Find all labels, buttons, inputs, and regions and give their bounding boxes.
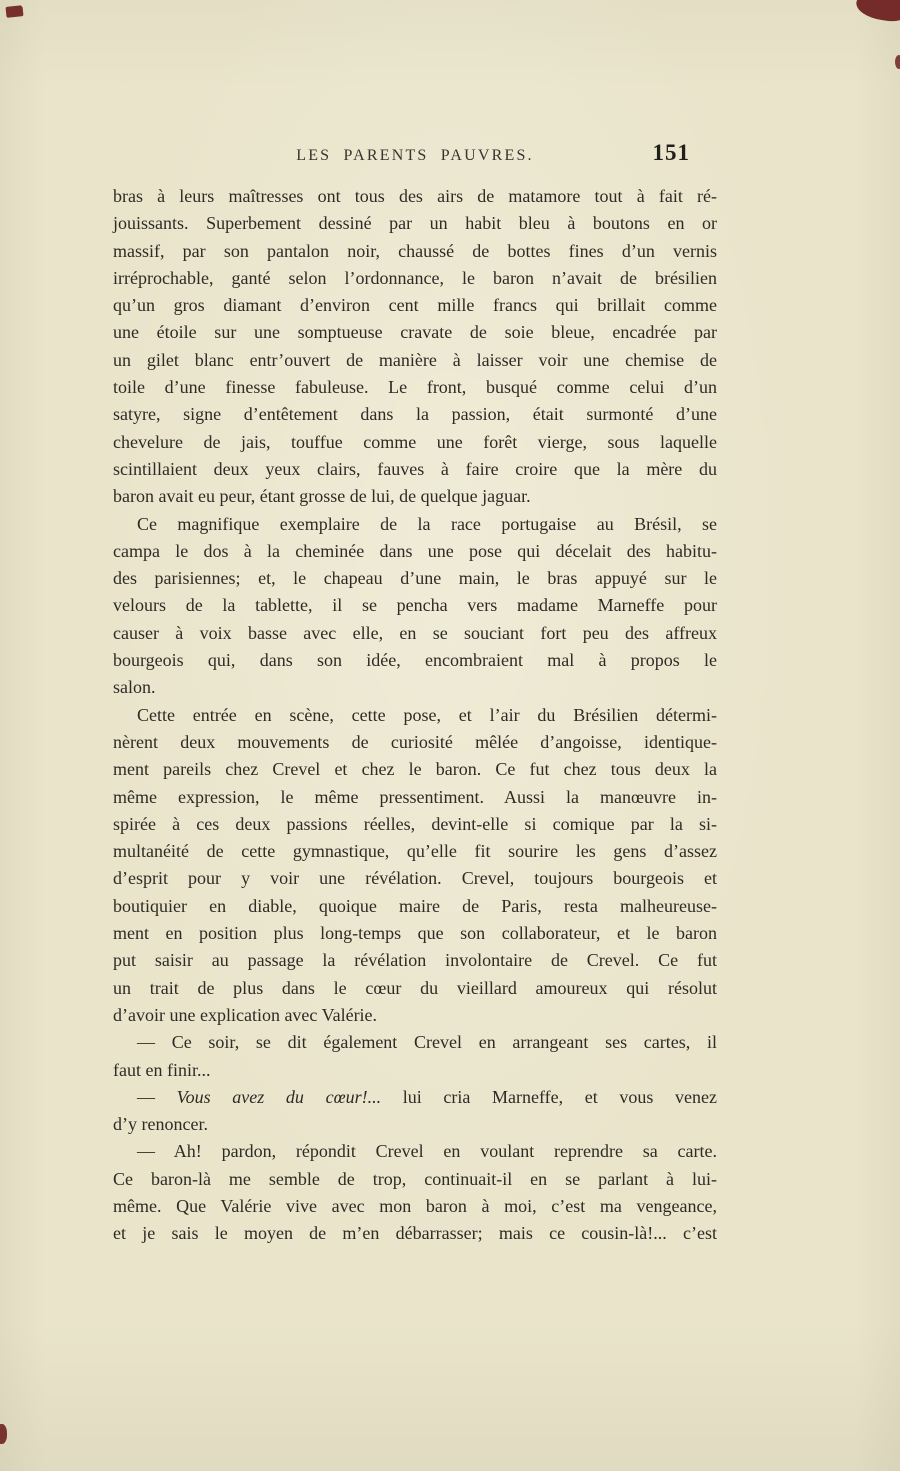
- text-segment: causer à voix basse avec elle, en se souciant fort peu des affreux: [113, 622, 717, 643]
- text-line: [113, 210, 717, 237]
- text-segment: bourgeois qui, dans son idée, encombraient mal à propos le: [113, 650, 717, 671]
- text-segment: et je sais le moyen de m’en débarrasser; mais ce cousin-là!... c’est: [113, 1223, 717, 1244]
- text-segment: boutiquier en diable, quoique maire de Paris, resta malheureuse-: [113, 895, 717, 916]
- text-line: [113, 265, 717, 292]
- text-segment: d’avoir une explication avec Valérie.: [113, 1004, 378, 1025]
- text-line: [113, 620, 717, 647]
- text-line: [113, 920, 717, 947]
- body-text: [113, 183, 717, 1248]
- text-segment: lui cria Marneffe, et vous venez: [381, 1086, 718, 1107]
- text-line: [113, 238, 717, 265]
- text-segment: multanéité de cette gymnastique, qu’elle fit sourire les gens d’assez: [113, 841, 717, 862]
- page-number: 151: [652, 140, 690, 165]
- text-segment: ment en position plus long-temps que son collaborateur, et le baron: [113, 923, 717, 944]
- ink-stain-top-right: [854, 0, 900, 23]
- text-segment: nèrent deux mouvements de curiosité mêlée d’angoisse, identique-: [113, 731, 717, 752]
- text-line: [113, 483, 717, 510]
- text-line: [113, 429, 717, 456]
- paragraph: [113, 702, 717, 1030]
- ink-stain-top-left: [5, 5, 23, 18]
- paragraph: [113, 1084, 717, 1139]
- text-segment: ment pareils chez Crevel et chez le baron. Ce fut chez tous deux la: [113, 759, 717, 780]
- text-line: [113, 592, 717, 619]
- text-segment: Ce magnifique exemplaire de la race portugaise au Brésil, se: [137, 513, 717, 534]
- text-segment: d’esprit pour y voir une révélation. Crevel, toujours bourgeois et: [113, 868, 717, 889]
- text-segment: put saisir au passage la révélation involontaire de Crevel. Ce fut: [113, 950, 717, 971]
- text-line: [113, 1084, 717, 1111]
- text-segment: même expression, le même pressentiment. Aussi la manœuvre in-: [113, 786, 717, 807]
- text-segment: chevelure de jais, touffue comme une forêt vierge, sous laquelle: [113, 431, 717, 452]
- text-line: [113, 756, 717, 783]
- text-line: [113, 702, 717, 729]
- text-line: [113, 865, 717, 892]
- text-segment: d’y renoncer.: [113, 1114, 208, 1135]
- text-line: [113, 674, 717, 701]
- text-segment: campa le dos à la cheminée dans une pose qui décelait des habitu-: [113, 540, 717, 561]
- text-line: [113, 893, 717, 920]
- text-line: [113, 729, 717, 756]
- text-segment: une étoile sur une somptueuse cravate de soie bleue, encadrée par: [113, 322, 717, 343]
- text-segment: toile d’une finesse fabuleuse. Le front, busqué comme celui d’un: [113, 377, 717, 398]
- ink-stain-bottom-left: [0, 1424, 7, 1444]
- text-segment: bras à leurs maîtresses ont tous des airs de matamore tout à fait ré-: [113, 186, 717, 206]
- text-segment: — Ce soir, se dit également Crevel en arrangeant ses cartes, il: [137, 1032, 717, 1053]
- text-line: [113, 292, 717, 319]
- text-line: [113, 975, 717, 1002]
- text-line: [113, 947, 717, 974]
- text-line: [113, 538, 717, 565]
- text-line: [113, 401, 717, 428]
- text-segment: —: [137, 1086, 177, 1107]
- text-segment: spirée à ces deux passions réelles, devint-elle si comique par la si-: [113, 813, 717, 834]
- ink-stain-right-edge: [895, 55, 900, 69]
- text-segment: Ce baron-là me semble de trop, continuait-il en se parlant à lui-: [113, 1168, 717, 1189]
- running-title: LES PARENTS PAUVRES.: [296, 147, 534, 164]
- text-segment: un gilet blanc entr’ouvert de manière à laisser voir une chemise de: [113, 349, 717, 370]
- text-segment: — Ah! pardon, répondit Crevel en voulant reprendre sa carte.: [137, 1141, 717, 1162]
- text-line: [113, 1193, 717, 1220]
- text-line: [113, 1057, 717, 1084]
- text-line: [113, 811, 717, 838]
- paragraph: [113, 1138, 717, 1247]
- text-line: [113, 1138, 717, 1165]
- text-line: [113, 319, 717, 346]
- text-segment: même. Que Valérie vive avec mon baron à moi, c’est ma vengeance,: [113, 1195, 717, 1216]
- text-segment: jouissants. Superbement dessiné par un habit bleu à boutons en or: [113, 213, 717, 234]
- text-segment: irréprochable, ganté selon l’ordonnance, le baron n’avait de brésilien: [113, 267, 717, 288]
- text-segment: velours de la tablette, il se pencha vers madame Marneffe pour: [113, 595, 717, 616]
- text-segment: salon.: [113, 677, 156, 698]
- text-line: [113, 456, 717, 483]
- text-segment: Cette entrée en scène, cette pose, et l’air du Brésilien détermi-: [137, 704, 717, 725]
- italic-text-segment: Vous avez du cœur!...: [176, 1086, 382, 1107]
- text-segment: des parisiennes; et, le chapeau d’une main, le bras appuyé sur le: [113, 568, 717, 589]
- paragraph: [113, 1029, 717, 1084]
- text-segment: baron avait eu peur, étant grosse de lui, de quelque jaguar.: [113, 486, 531, 507]
- text-line: [113, 838, 717, 865]
- text-line: [113, 374, 717, 401]
- text-segment: faut en finir...: [113, 1059, 211, 1080]
- paragraph: [113, 183, 717, 511]
- text-segment: qu’un gros diamant d’environ cent mille francs qui brillait comme: [113, 295, 717, 316]
- text-segment: massif, par son pantalon noir, chaussé de bottes fines d’un vernis: [113, 240, 717, 261]
- text-line: [113, 1111, 717, 1138]
- paragraph: [113, 511, 717, 702]
- text-line: [113, 1002, 717, 1029]
- text-line: [113, 183, 717, 210]
- text-line: [113, 565, 717, 592]
- text-line: [113, 1166, 717, 1193]
- text-line: [113, 511, 717, 538]
- text-line: [113, 647, 717, 674]
- text-line: [113, 1029, 717, 1056]
- text-line: [113, 1220, 717, 1247]
- page-header: [113, 140, 717, 165]
- text-line: [113, 347, 717, 374]
- text-line: [113, 784, 717, 811]
- text-segment: satyre, signe d’entêtement dans la passion, était surmonté d’une: [113, 404, 717, 425]
- text-segment: un trait de plus dans le cœur du vieillard amoureux qui résolut: [113, 977, 717, 998]
- text-segment: scintillaient deux yeux clairs, fauves à faire croire que la mère du: [113, 458, 717, 479]
